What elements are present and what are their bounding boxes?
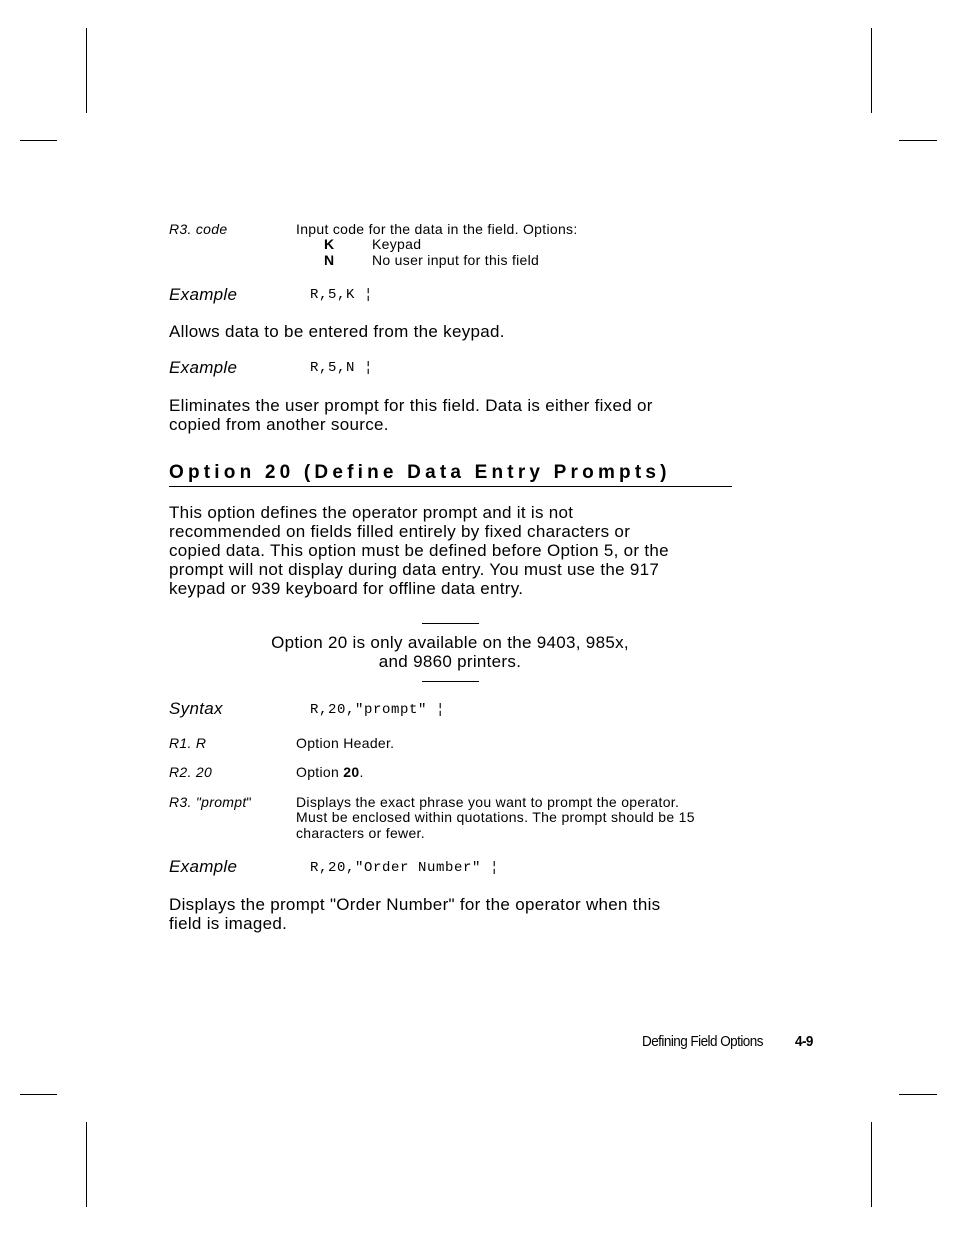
param-desc-r3-line: characters or fewer.	[296, 825, 425, 841]
param-label-r3-prompt	[169, 794, 252, 810]
example-code: R,5,N ¦	[310, 360, 374, 376]
crop-mark	[20, 140, 57, 141]
example-label: Example	[169, 285, 238, 304]
param-label-r1	[169, 735, 206, 751]
section-paragraph-line: recommended on fields filled entirely by fixed characters or	[169, 522, 631, 541]
param-desc-r2	[296, 764, 364, 780]
example-explanation-line: Eliminates the user prompt for this field. Data is either fixed or	[169, 396, 653, 415]
section-paragraph-line: copied data. This option must be defined before Option 5, or the	[169, 541, 669, 560]
param-label-r1-number: R1	[169, 735, 188, 751]
param-desc-r1: Option Header.	[296, 735, 395, 751]
option-text-k: Keypad	[372, 236, 422, 252]
page-number: 4-9	[795, 1033, 813, 1050]
section-paragraph-line: keypad or 939 keyboard for offline data entry.	[169, 579, 524, 598]
example-label: Example	[169, 358, 238, 377]
option-text-n: No user input for this field	[372, 252, 540, 268]
option-code-n: N	[324, 252, 335, 268]
crop-mark	[899, 140, 937, 141]
param-label-r1-letter: . R	[187, 735, 207, 751]
param-desc-r2-bold: 20	[343, 764, 360, 780]
param-label-r3-italic: prompt	[201, 794, 247, 810]
example-explanation-line: Displays the prompt "Order Number" for the operator when this	[169, 895, 661, 914]
param-desc-r2-pre: Option	[296, 764, 344, 780]
example-label: Example	[169, 857, 238, 876]
option-code-k: K	[324, 236, 335, 252]
note-line: and 9860 printers.	[378, 652, 522, 671]
crop-mark	[86, 1122, 87, 1207]
param-label-r3-code: R3. code	[169, 221, 228, 237]
section-paragraph-line: This option defines the operator prompt and it is not	[169, 503, 574, 522]
param-label-r3-post: "	[246, 794, 252, 810]
crop-mark	[899, 1094, 937, 1095]
syntax-label: Syntax	[169, 699, 223, 718]
param-label-r2: R2. 20	[169, 764, 213, 780]
note-line: Option 20 is only available on the 9403, 985x,	[271, 633, 629, 652]
example-code: R,5,K ¦	[310, 287, 374, 303]
note-rule-bottom	[422, 681, 479, 682]
section-paragraph-line: prompt will not display during data entry. You must use the 917	[169, 560, 660, 579]
note-rule-top	[422, 623, 479, 624]
param-desc-r3-code: Input code for the data in the field. Options:	[296, 221, 578, 237]
crop-mark	[871, 1122, 872, 1207]
heading-rule	[169, 486, 732, 487]
crop-mark	[86, 28, 87, 113]
param-desc-r3-line: Displays the exact phrase you want to prompt the operator.	[296, 794, 680, 810]
syntax-code: R,20,"prompt" ¦	[310, 702, 446, 718]
example-code: R,20,"Order Number" ¦	[310, 860, 500, 876]
crop-mark	[871, 28, 872, 113]
example-explanation-line: copied from another source.	[169, 415, 389, 434]
footer-title: Defining Field Options	[642, 1033, 763, 1050]
param-desc-r2-post: .	[359, 764, 364, 780]
example-explanation: Allows data to be entered from the keypad.	[169, 322, 505, 341]
crop-mark	[20, 1094, 57, 1095]
param-desc-r3-line: Must be enclosed within quotations. The prompt should be 15	[296, 809, 695, 825]
section-heading: Option 20 (Define Data Entry Prompts)	[169, 462, 671, 483]
param-label-r3-pre: R3. "	[169, 794, 202, 810]
example-explanation-line: field is imaged.	[169, 914, 288, 933]
